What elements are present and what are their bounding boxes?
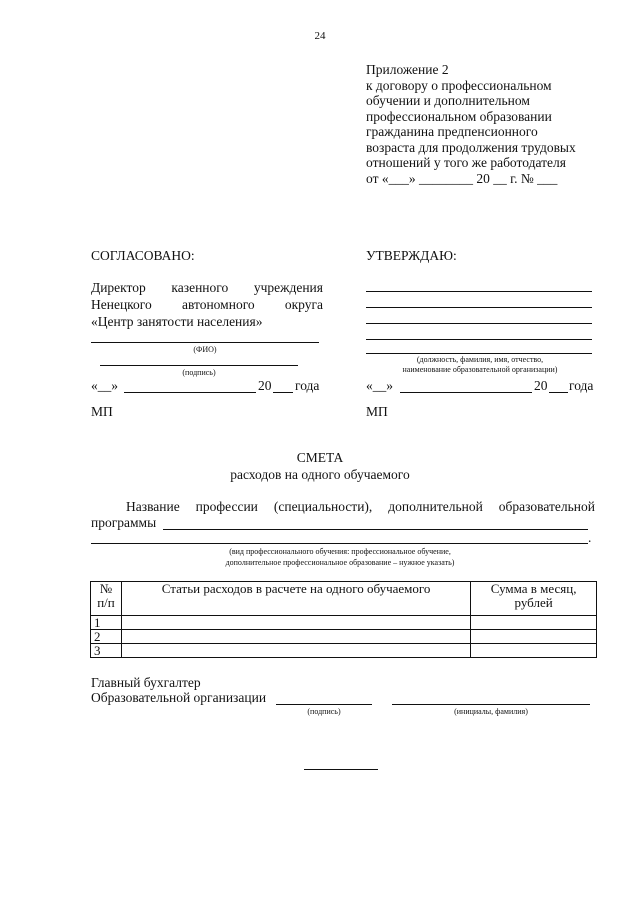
appendix-line: Приложение 2 bbox=[366, 62, 449, 77]
table-row bbox=[91, 644, 597, 658]
approve-line bbox=[366, 323, 592, 324]
appendix-line: профессиональном образовании bbox=[366, 108, 552, 124]
accountant-initials-line bbox=[392, 704, 590, 705]
page-number: 24 bbox=[314, 30, 326, 42]
program-name-line2 bbox=[91, 543, 588, 544]
approve-caption-line: (должность, фамилия, имя, отчество, bbox=[416, 355, 544, 364]
agreed-date-month-line bbox=[124, 392, 256, 393]
signature-line bbox=[100, 365, 298, 366]
agreed-stamp: МП bbox=[91, 404, 113, 419]
row-sum-cell[interactable] bbox=[471, 644, 597, 658]
fio-caption: (ФИО) bbox=[193, 345, 217, 354]
program-name-line bbox=[163, 529, 588, 530]
appendix-line: к договору о профессиональном bbox=[366, 77, 552, 93]
table-row bbox=[91, 630, 597, 644]
agreed-heading: СОГЛАСОВАНО: bbox=[91, 248, 195, 263]
program-type-caption bbox=[150, 546, 530, 568]
approve-caption-line: наименование образовательной организации) bbox=[402, 365, 558, 374]
approve-date-suffix: года bbox=[569, 378, 594, 393]
appendix-line: от «___» ________ 20 __ г. № ___ bbox=[366, 170, 558, 186]
row-item-cell[interactable] bbox=[121, 616, 470, 630]
agreed-date-year: 20 bbox=[258, 378, 272, 393]
appendix-header bbox=[366, 62, 616, 186]
appendix-line: отношений у того же работодателя bbox=[366, 155, 566, 170]
approve-line bbox=[366, 291, 592, 292]
header-no-line: п/п bbox=[97, 595, 115, 610]
program-end-dot: . bbox=[588, 530, 592, 545]
agreed-date-year-line bbox=[273, 392, 293, 393]
table-header-row bbox=[91, 582, 597, 616]
row-number: 3 bbox=[91, 644, 122, 658]
approve-line bbox=[366, 307, 592, 308]
row-number: 1 bbox=[91, 616, 122, 630]
approve-date-year: 20 bbox=[534, 378, 548, 393]
agreed-director-line1: Директор казенного учреждения bbox=[91, 280, 323, 295]
program-label: программы bbox=[91, 515, 157, 530]
row-sum-cell[interactable] bbox=[471, 616, 597, 630]
approve-caption bbox=[360, 355, 600, 375]
row-sum-cell[interactable] bbox=[471, 630, 597, 644]
agreed-director-line3: «Центр занятости населения» bbox=[91, 314, 263, 329]
table-row bbox=[91, 616, 597, 630]
estimate-subtitle: расходов на одного обучаемого bbox=[230, 467, 410, 482]
accountant-title-line1: Главный бухгалтер bbox=[91, 675, 201, 690]
agreed-director-line2: Ненецкого автономного округа bbox=[91, 297, 323, 312]
accountant-initials-caption: (инициалы, фамилия) bbox=[454, 707, 528, 716]
row-item-cell[interactable] bbox=[121, 644, 470, 658]
accountant-signature-line bbox=[276, 704, 372, 705]
agreed-date-suffix: года bbox=[295, 378, 320, 393]
accountant-title-line2: Образовательной организации bbox=[91, 690, 267, 705]
row-item-cell[interactable] bbox=[121, 630, 470, 644]
appendix-line: гражданина предпенсионного bbox=[366, 124, 538, 139]
row-number: 2 bbox=[91, 630, 122, 644]
agreed-date-open: «__» bbox=[91, 378, 118, 393]
appendix-line: обучении и дополнительном bbox=[366, 93, 530, 108]
header-items: Статьи расходов в расчете на одного обучаемого bbox=[121, 582, 470, 616]
estimate-title: СМЕТА bbox=[296, 450, 344, 465]
header-sum bbox=[471, 582, 597, 616]
approve-date-year-line bbox=[549, 392, 568, 393]
approve-line bbox=[366, 353, 592, 354]
header-sum-line: рублей bbox=[514, 595, 553, 610]
header-sum-line: Сумма в месяц, bbox=[490, 581, 577, 596]
header-no bbox=[91, 582, 122, 616]
appendix-line: возраста для продолжения трудовых bbox=[366, 139, 576, 155]
approve-date-open: «__» bbox=[366, 378, 393, 393]
program-line1: Название профессии (специальности), дополнительной образовательной bbox=[126, 499, 595, 514]
approve-line bbox=[366, 339, 592, 340]
program-type-caption-line: дополнительное профессиональное образование – нужное указать) bbox=[225, 558, 455, 567]
fio-line bbox=[91, 342, 319, 343]
approve-stamp: МП bbox=[366, 404, 388, 419]
accountant-signature-caption: (подпись) bbox=[307, 707, 341, 716]
approve-date-month-line bbox=[400, 392, 532, 393]
header-no-line: № bbox=[99, 581, 113, 596]
signature-caption: (подпись) bbox=[182, 368, 216, 377]
cost-table bbox=[90, 581, 597, 658]
approve-heading: УТВЕРЖДАЮ: bbox=[366, 248, 457, 263]
footer-separator bbox=[304, 769, 378, 770]
program-type-caption-line: (вид профессионального обучения: профессиональное обучение, bbox=[229, 547, 451, 556]
